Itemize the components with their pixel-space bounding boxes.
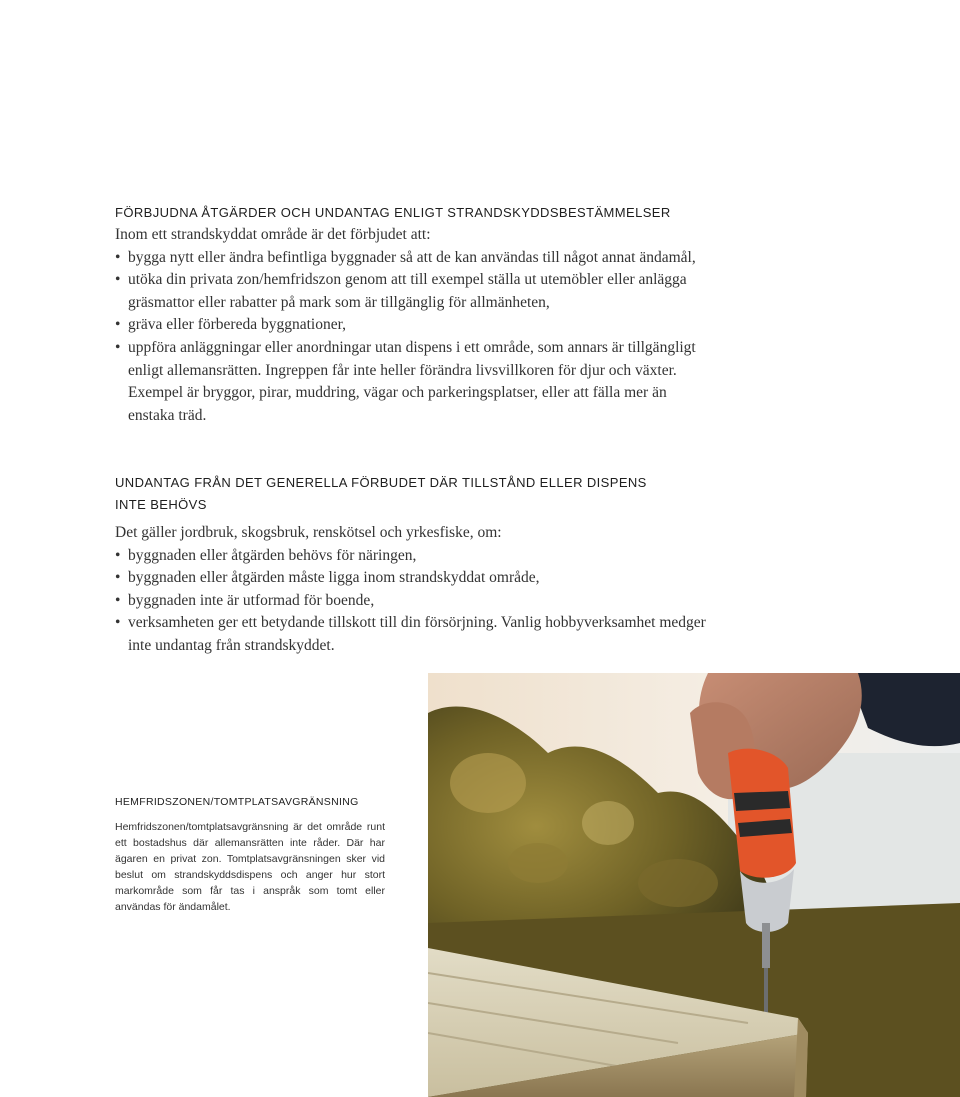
list-item: • uppföra anläggningar eller anordningar utan dispens i ett område, som annars är tillgängligt enligt allemansrätten. Ingreppen får inte heller förändra livsvillkoren för djur och växter. Exempel är bryggor, pirar, muddring, vägar och parkeringsplatser, eller att fälla mer än enstaka träd. (115, 338, 696, 424)
sidebar-definition (115, 794, 385, 915)
section-prohibited-actions (115, 202, 715, 427)
list-item: • byggnaden inte är utformad för boende, (115, 590, 715, 613)
drill-band-shape (734, 791, 790, 811)
bokeh-highlight (638, 859, 718, 907)
list-item: • byggnaden eller åtgärden behövs för näringen, (115, 545, 715, 568)
section-exceptions (115, 472, 715, 658)
drill-bit-shape (762, 923, 770, 968)
bullet-list (115, 545, 715, 658)
section-heading: FÖRBJUDNA ÅTGÄRDER OCH UNDANTAG ENLIGT STRANDSKYDDSBESTÄMMELSER (115, 205, 671, 220)
bokeh-highlight (508, 843, 568, 883)
list-item: • byggnaden eller åtgärden måste ligga inom strandskyddat område, (115, 567, 715, 590)
bokeh-highlight (582, 801, 634, 845)
bullet-icon: • (115, 614, 121, 632)
sidebar-heading: HEMFRIDSZONEN/TOMTPLATSAVGRÄNSNING (115, 796, 359, 808)
bullet-list (115, 247, 715, 428)
bullet-icon: • (115, 338, 121, 356)
bullet-icon: • (115, 591, 121, 609)
photo-illustration (428, 673, 960, 1097)
section-heading-line-1: UNDANTAG FRÅN DET GENERELLA FÖRBUDET DÄR TILLSTÅND ELLER DISPENS (115, 475, 647, 490)
section-intro: Inom ett strandskyddat område är det förbjudet att: (115, 226, 431, 243)
list-item: • verksamheten ger ett betydande tillskott till din försörjning. Vanlig hobbyverksamhet medger inte undantag från strandskyddet. (115, 614, 706, 654)
bullet-icon: • (115, 248, 121, 266)
bokeh-highlight (450, 753, 526, 813)
sidebar-text: Hemfridszonen/tomtplatsavgränsning är det område runt ett bostadshus där allemansrätten inte råder. Där har ägaren en privat zon. Tomtplatsavgränsningen sker vid beslut om strandskyddsdispens och anger hur stort markområde som får tas i anspråk som tomt eller användas för ändamålet. (115, 821, 385, 913)
bullet-icon: • (115, 316, 121, 334)
drill-bit-tip-shape (764, 968, 768, 1013)
section-intro: Det gäller jordbruk, skogsbruk, renskötsel och yrkesfiske, om: (115, 524, 502, 541)
section-heading-line-2: INTE BEHÖVS (115, 497, 207, 512)
bullet-icon: • (115, 546, 121, 564)
bullet-icon: • (115, 569, 121, 587)
list-item: • utöka din privata zon/hemfridszon genom att till exempel ställa ut utemöbler eller anlägga gräsmattor eller rabatter på mark som är tillgänglig för allmänheten, (115, 271, 687, 311)
list-item: • bygga nytt eller ändra befintliga byggnader så att de kan användas till något annat ändamål, (115, 247, 715, 270)
section-heading (115, 472, 715, 516)
bullet-icon: • (115, 271, 121, 289)
drill-on-wooden-deck-photo (428, 673, 960, 1097)
list-item: • gräva eller förbereda byggnationer, (115, 314, 715, 337)
